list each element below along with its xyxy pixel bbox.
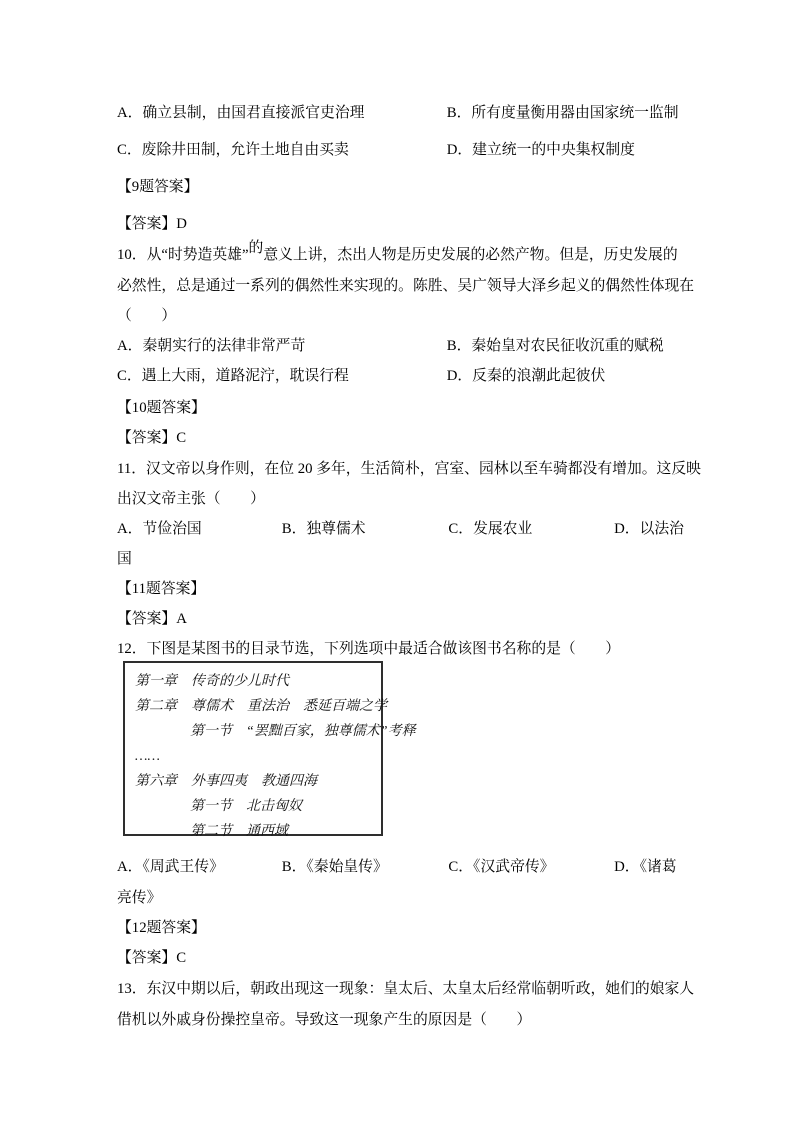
q11-answer-heading: 【11题答案】 <box>117 581 206 597</box>
q10-stem-line-3: （ ） <box>117 308 177 324</box>
q11-stem-line-1: 11．汉文帝以身作则，在位 20 多年，生活简朴，宫室、园林以至车骑都没有增加。这反映 <box>117 461 701 477</box>
q12-option-row <box>117 857 677 877</box>
q10-stem-line-1 <box>117 240 678 265</box>
q9-option-row-2 <box>117 140 635 160</box>
q13-stem-line-2: 借机以外戚身份操控皇帝。导致这一现象产生的原因是（ ） <box>117 1012 532 1028</box>
q10-raised-char: 的 <box>248 240 264 256</box>
q12-option-d-overflow: 亮传》 <box>117 890 162 906</box>
q10-option-c: C．遇上大雨，道路泥泞，耽误行程 <box>117 368 349 384</box>
q13-stem-line-1: 13．东汉中期以后，朝政出现这一现象：皇太后、太皇太后经常临朝听政，她们的娘家人 <box>117 981 695 997</box>
q11-option-d-overflow: 国 <box>117 551 132 567</box>
toc-chapter-2: 第二章 尊儒术 重法治 悉延百端之学 <box>135 699 387 714</box>
q10-stem-pre: 10．从“时势造英雄” <box>117 247 249 263</box>
q9-option-c: C．废除井田制，允许土地自由买卖 <box>117 142 349 158</box>
q11-option-d: D．以法治 <box>614 521 684 537</box>
q11-answer-value: 【答案】A <box>117 611 187 627</box>
q12-option-c: C．《汉武帝传》 <box>448 859 555 875</box>
q12-stem-line-1: 12．下图是某图书的目录节选，下列选项中最适合做该图书名称的是（ ） <box>117 641 621 657</box>
q10-option-row-2 <box>117 366 605 386</box>
q12-option-a: A．《周武王传》 <box>117 859 224 875</box>
q12-option-b: B．《秦始皇传》 <box>281 859 388 875</box>
q10-option-a: A．秦朝实行的法律非常严苛 <box>117 338 306 354</box>
q9-option-b: B．所有度量衡用器由国家统一监制 <box>446 105 679 121</box>
q9-option-row-1 <box>117 103 679 123</box>
q9-answer-heading: 【9题答案】 <box>117 179 199 195</box>
q11-option-b: B．独尊儒术 <box>281 521 366 537</box>
q10-option-b: B．秦始皇对农民征收沉重的赋税 <box>446 338 664 354</box>
q11-option-row <box>117 519 684 539</box>
q12-option-d: D．《诸葛 <box>614 859 677 875</box>
toc-chapter-6: 第六章 外事四夷 教通四海 <box>135 774 317 789</box>
toc-section-6-2: 第二节 通西域 <box>190 824 288 839</box>
q10-option-d: D．反秦的浪潮此起彼伏 <box>446 368 606 384</box>
toc-section-2-1: 第一节 “罢黜百家，独尊儒术”考释 <box>190 724 416 739</box>
q9-option-d: D．建立统一的中央集权制度 <box>446 142 635 158</box>
q10-option-row-1 <box>117 336 664 356</box>
toc-ellipsis: …… <box>135 749 160 764</box>
q12-answer-heading: 【12题答案】 <box>117 920 206 936</box>
toc-chapter-1: 第一章 传奇的少儿时代 <box>135 674 289 689</box>
q11-option-c: C．发展农业 <box>448 521 533 537</box>
toc-section-6-1: 第一节 北击匈奴 <box>190 799 302 814</box>
book-toc-figure <box>123 661 416 839</box>
q10-answer-value: 【答案】C <box>117 430 187 446</box>
q9-answer-value: 【答案】D <box>117 216 187 232</box>
q11-stem-line-2: 出汉文帝主张（ ） <box>117 491 265 507</box>
q10-answer-heading: 【10题答案】 <box>117 400 206 416</box>
q11-option-a: A．节俭治国 <box>117 521 202 537</box>
q9-option-a: A．确立县制，由国君直接派官吏治理 <box>117 105 365 121</box>
q10-stem-post: 意义上讲，杰出人物是历史发展的必然产物。但是，历史发展的 <box>263 247 678 263</box>
q10-stem-line-2: 必然性，总是通过一系列的偶然性来实现的。陈胜、吴广领导大泽乡起义的偶然性体现在 <box>117 278 695 294</box>
q12-answer-value: 【答案】C <box>117 950 187 966</box>
